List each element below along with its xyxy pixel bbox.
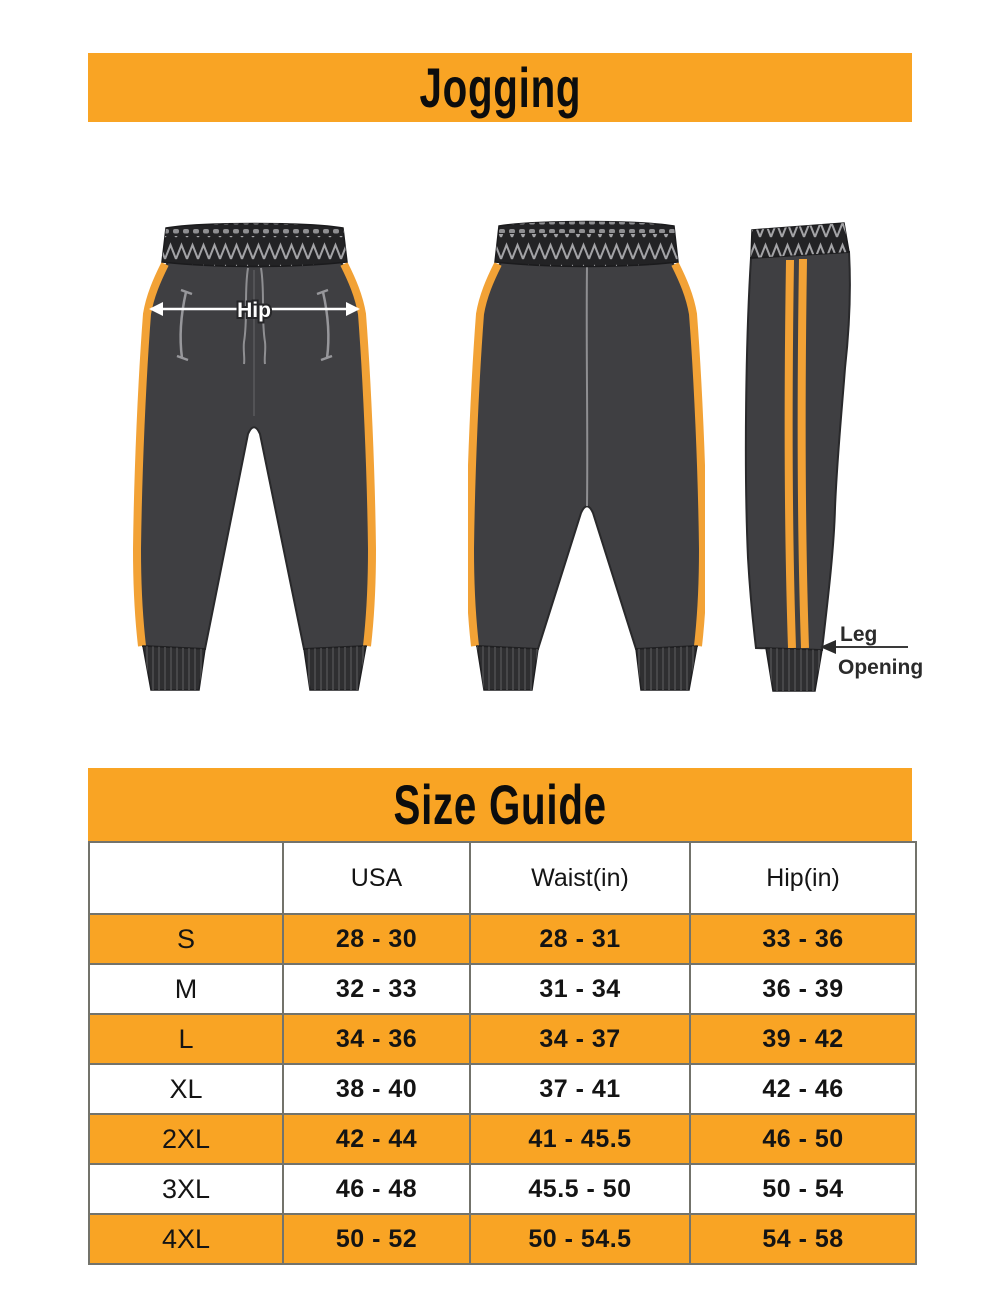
table-row	[89, 1114, 916, 1164]
back-waistband-stitching	[493, 221, 683, 266]
table-header-row	[89, 842, 916, 914]
size-label: M	[89, 964, 283, 1014]
size-guide-banner	[88, 768, 912, 841]
usa-value: 32 - 33	[283, 964, 470, 1014]
side-stripe-1	[789, 260, 792, 648]
size-guide-table	[88, 841, 917, 1265]
size-label: 2XL	[89, 1114, 283, 1164]
waist-value: 37 - 41	[470, 1064, 690, 1114]
header-cell-size	[89, 842, 283, 914]
header-cell-waist: Waist(in)	[470, 842, 690, 914]
usa-value: 46 - 48	[283, 1164, 470, 1214]
header-cell-usa: USA	[283, 842, 470, 914]
size-label: 4XL	[89, 1214, 283, 1264]
usa-value: 38 - 40	[283, 1064, 470, 1114]
pants-back-view-illustration	[468, 218, 705, 693]
hip-value: 54 - 58	[690, 1214, 916, 1264]
table-row	[89, 1214, 916, 1264]
size-label: 3XL	[89, 1164, 283, 1214]
table-row	[89, 1014, 916, 1064]
header-cell-hip: Hip(in)	[690, 842, 916, 914]
leg-opening-annotation	[820, 623, 923, 679]
leg-opening-label-line2: Opening	[838, 656, 923, 679]
waist-value: 50 - 54.5	[470, 1214, 690, 1264]
hip-value: 36 - 39	[690, 964, 916, 1014]
product-title: Jogging	[419, 55, 581, 119]
hip-value: 39 - 42	[690, 1014, 916, 1064]
usa-value: 28 - 30	[283, 914, 470, 964]
table-row	[89, 914, 916, 964]
pants-front-view-illustration	[132, 218, 377, 693]
size-guide-title: Size Guide	[393, 772, 607, 836]
waist-value: 34 - 37	[470, 1014, 690, 1064]
usa-value: 34 - 36	[283, 1014, 470, 1064]
hip-value: 50 - 54	[690, 1164, 916, 1214]
product-title-banner	[88, 53, 912, 122]
pants-side-view-illustration	[738, 218, 923, 693]
waist-value: 41 - 45.5	[470, 1114, 690, 1164]
size-label: L	[89, 1014, 283, 1064]
front-waistband-stitching	[160, 223, 350, 266]
side-stripe-2	[802, 259, 805, 648]
leg-opening-label-line1: Leg	[840, 623, 878, 646]
table-row	[89, 1064, 916, 1114]
usa-value: 42 - 44	[283, 1114, 470, 1164]
table-row	[89, 964, 916, 1014]
usa-value: 50 - 52	[283, 1214, 470, 1264]
hip-value: 33 - 36	[690, 914, 916, 964]
hip-label: Hip	[237, 299, 271, 322]
table-row	[89, 1164, 916, 1214]
waist-value: 31 - 34	[470, 964, 690, 1014]
back-center-seam	[587, 266, 588, 506]
size-label: S	[89, 914, 283, 964]
hip-value: 42 - 46	[690, 1064, 916, 1114]
waist-value: 45.5 - 50	[470, 1164, 690, 1214]
hip-value: 46 - 50	[690, 1114, 916, 1164]
waist-value: 28 - 31	[470, 914, 690, 964]
size-label: XL	[89, 1064, 283, 1114]
